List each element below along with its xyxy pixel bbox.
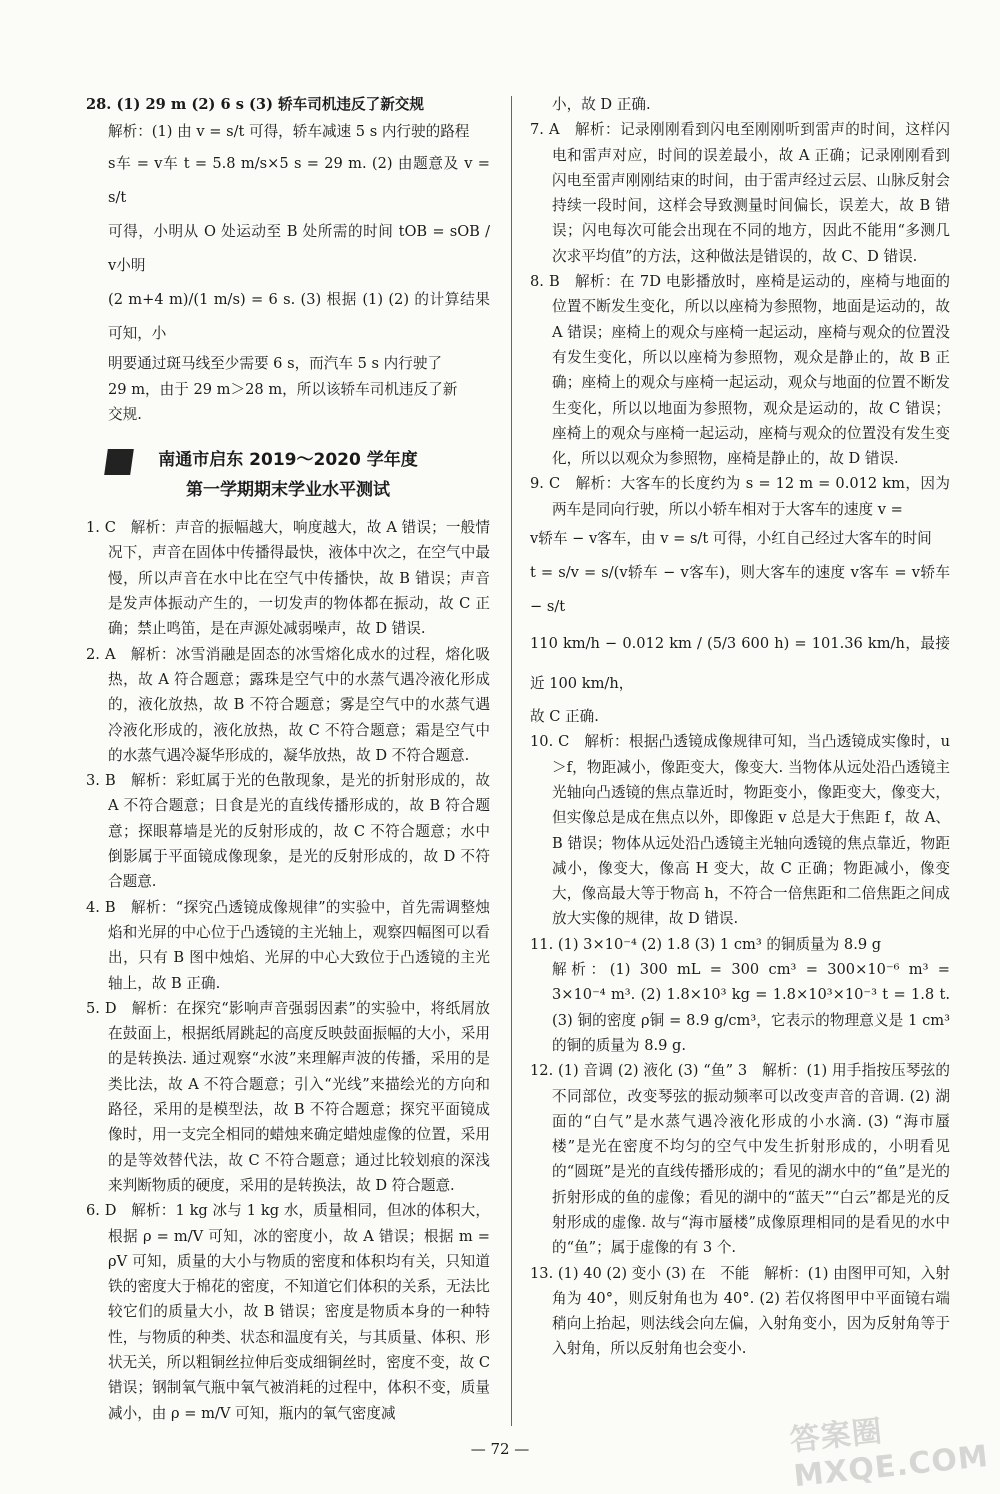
q13-item: 13. (1) 40 (2) 变小 (3) 在 不能 解析：(1) 由图甲可知，入射角为 40°，则反射角也为 40°. (2) 若仅将图甲中平面镜右端稍向上抬起，则法线会向左偏，入射角变小，因为反射角等于入射角，所以反射角也会变小. bbox=[530, 1264, 950, 1358]
page-number: — 72 — bbox=[470, 1440, 530, 1458]
q10-item: 10. C 解析：根据凸透镜成像规律可知，当凸透镜成实像时，u＞f，物距减小，像距变大，像变大. 当物体从远处沿凸透镜主光轴向凸透镜的焦点靠近时，物距变小，像距变大，像变大，但实像总是成在焦点以外，即像距 v 总是大于焦距 f，故 A、B 错误；物体从远处沿凸透镜主光轴向透镜的焦点靠近，物距减小，像变大，像高 H 变大，故 C 正确；物距减小，像变大，像高最大等于物高 h，不符合一倍焦距和二倍焦距之间成放大实像的规律，故 D 错误. bbox=[530, 733, 950, 928]
q12-item: 12. (1) 音调 (2) 液化 (3) “鱼” 3 解析：(1) 用手指按压琴弦的不同部位，改变琴弦的振动频率可以改变声音的音调. (2) 湖面的“白气”是水蒸气遇冷液化形成的小水滴. (3) “海市蜃楼”是光在密度不均匀的空气中发生折射形成的，小明看见的“圆斑”是光的直线传播形成的；看见的湖水中的“鱼”是光的折射形成的鱼的虚像；看见的湖中的“蓝天”“白云”都是光的反射形成的虚像. 故与“海市蜃楼”成像原理相同的是看见的水中的“鱼”；属于虚像的有 3 个. bbox=[530, 1062, 950, 1257]
q28-line-2: s车 = v车 t = 5.8 m/s×5 s = 29 m. (2) 由题意及 v = s/t bbox=[108, 155, 490, 207]
right-column bbox=[530, 92, 950, 1362]
q11-explanation: 解析：(1) 300 mL = 300 cm³ = 300×10⁻⁶ m³ = 3×10⁻⁴ m³. (2) 1.8×10³ kg = 1.8×10³×10⁻³ t = 1.8 t. (3) 铜的密度 ρ铜 = 8.9 g/cm³，它表示的物理意义是 1 cm³ 的铜的质量为 8.9 g. bbox=[552, 961, 950, 1054]
q28-explanation bbox=[86, 117, 490, 427]
watermark-logo: 答案圈 MXQE.COM bbox=[788, 1413, 991, 1494]
section-title-line-2: 第一学期期末学业水平测试 bbox=[186, 480, 390, 501]
q28-line-1: 解析：(1) 由 v = s/t 可得，轿车减速 5 s 内行驶的路程 bbox=[108, 123, 470, 141]
q28-answer: 28. (1) 29 m (2) 6 s (3) 轿车司机违反了新交规 bbox=[86, 96, 424, 113]
q2-item: 2. A 解析：冰雪消融是固态的冰雪熔化成水的过程，熔化吸热，故 A 符合题意；露珠是空气中的水蒸气遇冷液化形成的，液化放热，故 B 不符合题意；雾是空气中的水蒸气遇冷液化形成的，液化放热，故 C 不符合题意；霜是空气中的水蒸气遇冷凝华形成的，凝华放热，故 D 不符合题意. bbox=[86, 645, 490, 764]
q28-line-4: (2 m+4 m)/(1 m/s) = 6 s. (3) 根据 (1) (2) 的计算结果可知，小 bbox=[108, 291, 490, 343]
q9-line-3: t = s/v = s/(v轿车 − v客车)，则大客车的速度 v客车 = v轿车 − s/t bbox=[530, 564, 950, 616]
q9-line-5: 故 C 正确. bbox=[530, 708, 599, 726]
q28-line-7: 交规. bbox=[108, 405, 142, 423]
q9-line-2: v轿车 − v客车，由 v = s/t 可得，小红自己经过大客车的时间 bbox=[530, 530, 932, 548]
q28-line-5: 明要通过斑马线至少需要 6 s，而汽车 5 s 内行驶了 bbox=[108, 355, 443, 373]
left-column bbox=[86, 92, 490, 1426]
q1-item: 1. C 解析：声音的振幅越大，响度越大，故 A 错误；一般情况下，声音在固体中传播得最快，液体中次之，在空气中最慢，所以声音在水中比在空气中传播快，故 B 错误；声音是发声体振动产生的，一切发声的物体都在振动，故 C 正确；禁止鸣笛，是在声源处减弱噪声，故 D 错误. bbox=[86, 519, 490, 638]
q6-continued: 小，故 D 正确. bbox=[552, 96, 651, 113]
q4-item: 4. B 解析：“探究凸透镜成像规律”的实验中，首先需调整烛焰和光屏的中心位于凸透镜的主光轴上，观察四幅图可以看出，只有 B 图中烛焰、光屏的中心大致位于凸透镜的主光轴上，故 B 正确. bbox=[86, 898, 490, 992]
q11-answer: 11. (1) 3×10⁻⁴ (2) 1.8 (3) 1 cm³ 的铜质量为 8.9 g bbox=[530, 935, 882, 953]
q3-item: 3. B 解析：彩虹属于光的色散现象，是光的折射形成的，故 A 不符合题意；日食是光的直线传播形成的，故 B 符合题意；探眼幕墙是光的反射形成的，故 C 不符合题意；水中倒影属于平面镜成像现象，是光的反射形成的，故 D 不符合题意. bbox=[86, 772, 490, 891]
column-divider bbox=[511, 96, 512, 1426]
q7-item: 7. A 解析：记录刚刚看到闪电至刚刚听到雷声的时间，这样闪电和雷声对应，时间的误差最小，故 A 正确；记录刚刚看到闪电至雷声刚刚结束的时间，由于雷声经过云层、山脉反射会持续一段时间，这样会导致测量时间偏长，误差大，故 B 错误；闪电每次可能会出现在不同的地方，因此不能用“多测几次求平均值”的方法，这种做法是错误的，故 C、D 错误. bbox=[530, 121, 950, 265]
q28-line-3: 可得，小明从 O 处运动至 B 处所需的时间 tOB = sOB / v小明 bbox=[108, 223, 490, 275]
section-heading bbox=[86, 445, 490, 505]
q5-item: 5. D 解析：在探究“影响声音强弱因素”的实验中，将纸屑放在鼓面上，根据纸屑跳起的高度反映鼓面振幅的大小，采用的是转换法. 通过观察“水波”来理解声波的传播，采用的是类比法，故 A 不符合题意；引入“光线”来描绘光的方向和路径，采用的是模型法，故 B 不符合题意；探究平面镜成像时，用一支完全相同的蜡烛来确定蜡烛虚像的位置，采用的是等效替代法，故 C 不符合题意；通过比较划痕的深浅来判断物质的硬度，采用的是转换法，故 D 符合题意. bbox=[86, 999, 490, 1194]
section-badge-icon bbox=[104, 449, 134, 475]
q9-line-4: 110 km/h − 0.012 km / (5/3 600 h) = 101.36 km/h，最接近 100 km/h， bbox=[530, 635, 950, 693]
q9-line-1: 9. C 解析：大客车的长度约为 s = 12 m = 0.012 km，因为两车是同向行驶，所以小轿车相对于大客车的速度 v = bbox=[530, 475, 950, 518]
q8-item: 8. B 解析：在 7D 电影播放时，座椅是运动的，座椅与地面的位置不断发生变化，所以以座椅为参照物，地面是运动的，故 A 错误；座椅上的观众与座椅一起运动，座椅与观众的位置没有发生变化，所以以座椅为参照物，观众是静止的，故 B 正确；座椅上的观众与座椅一起运动，观众与地面的位置不断发生变化，所以以地面为参照物，观众是运动的，故 C 错误；座椅上的观众与座椅一起运动，座椅与观众的位置没有发生变化，所以以观众为参照物，座椅是静止的，故 D 错误. bbox=[530, 273, 950, 468]
q6-item: 6. D 解析：1 kg 冰与 1 kg 水，质量相同，但冰的体积大，根据 ρ = m/V 可知，冰的密度小，故 A 错误；根据 m = ρV 可知，质量的大小与物质的密度和体积均有关，只知道铁的密度大于棉花的密度，不知道它们体积的关系，无法比较它们的质量大小，故 B 错误；密度是物质本身的一种特性，与物质的种类、状态和温度有关，与其质量、体积、形状无关，所以粗铜丝拉伸后变成细铜丝时，密度不变，故 C 错误；钢制氧气瓶中氧气被消耗的过程中，体积不变，质量减小，由 ρ = m/V 可知，瓶内的氧气密度减 bbox=[86, 1202, 490, 1422]
q28-line-6: 29 m，由于 29 m＞28 m，所以该轿车司机违反了新 bbox=[108, 380, 458, 398]
section-title-line-1: 南通市启东 2019～2020 学年度 bbox=[158, 450, 418, 471]
